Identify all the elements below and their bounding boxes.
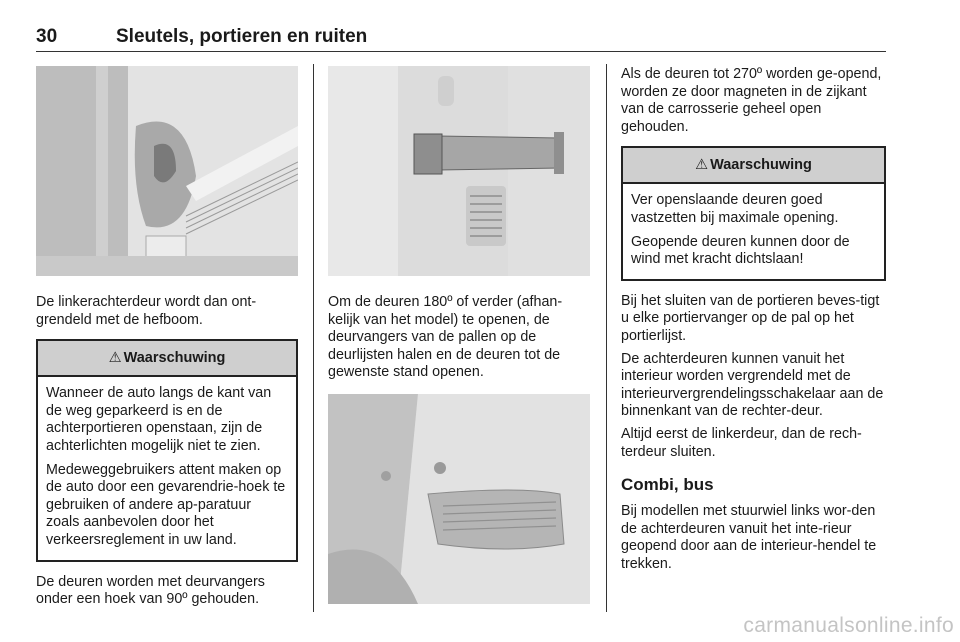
column-divider: [313, 64, 314, 612]
body-text: De deuren worden met deurvangers onder een hoek van 90º gehouden.: [36, 573, 265, 608]
warning-paragraph: Medeweggebruikers attent maken op de auto door een gevarendrie-hoek te gebruiken of andere ap-paratuur zoals aanbevolen door het verkeersreglement in uw land.: [46, 461, 286, 548]
body-text: Altijd eerst de linkerdeur, dan de rech-terdeur sluiten.: [621, 425, 862, 460]
warning-paragraph: Wanneer de auto langs de kant van de weg geparkeerd is en de achterportieren openstaan, zijn de achterlichten mogelijk niet te zien.: [46, 385, 272, 454]
door-handle-photo: [328, 394, 590, 604]
body-text: Om de deuren 180º of verder (afhan-kelijk van het model) te openen, de deurvangers van de pallen op de deurlijsten halen en de deuren tot de gewenste stand openen.: [328, 294, 563, 381]
page-header: [36, 26, 886, 52]
section-subheading: Combi, bus: [621, 475, 714, 495]
body-text: Als de deuren tot 270º worden ge-opend, worden ze door magneten in de zijkant van de carrosserie geheel open gehouden.: [621, 66, 882, 135]
warning-header: [38, 341, 296, 377]
warning-triangle-icon: ⚠: [695, 157, 709, 174]
page-title: Sleutels, portieren en ruiten: [116, 26, 368, 47]
column-divider: [606, 64, 607, 612]
warning-box: [36, 339, 298, 561]
body-text: Bij modellen met stuurwiel links wor-den de achterdeuren vanuit het inte-rieur geopend door aan de interieur-hendel te trekken.: [621, 503, 877, 572]
column-right: [621, 66, 886, 578]
column-left: [36, 66, 298, 614]
warning-title: Waarschuwing: [123, 350, 226, 367]
warning-title: Waarschuwing: [710, 157, 812, 174]
door-lever-photo: [36, 66, 298, 276]
warning-paragraph: Geopende deuren kunnen door de wind met kracht dichtslaan!: [631, 233, 850, 268]
column-middle: [328, 66, 590, 604]
page-number: 30: [36, 26, 58, 47]
body-text: De achterdeuren kunnen vanuit het interieur worden vergrendeld met de interieurvergrendelingsschakelaar aan de binnenkant van de rechter-deur.: [621, 350, 884, 420]
warning-header: [623, 148, 884, 184]
door-check-strap-photo: [328, 66, 590, 276]
body-text: Bij het sluiten van de portieren beves-tigt u elke portiervanger op de pal op het portierlijst.: [621, 292, 880, 344]
warning-paragraph: Ver openslaande deuren goed vastzetten bij maximale opening.: [631, 192, 839, 226]
warning-box: [621, 146, 886, 280]
intro-text: De linkerachterdeur wordt dan ont-grendeld met de hefboom.: [36, 294, 257, 328]
watermark: carmanualsonline.info: [743, 614, 954, 637]
warning-triangle-icon: ⚠: [108, 350, 122, 367]
